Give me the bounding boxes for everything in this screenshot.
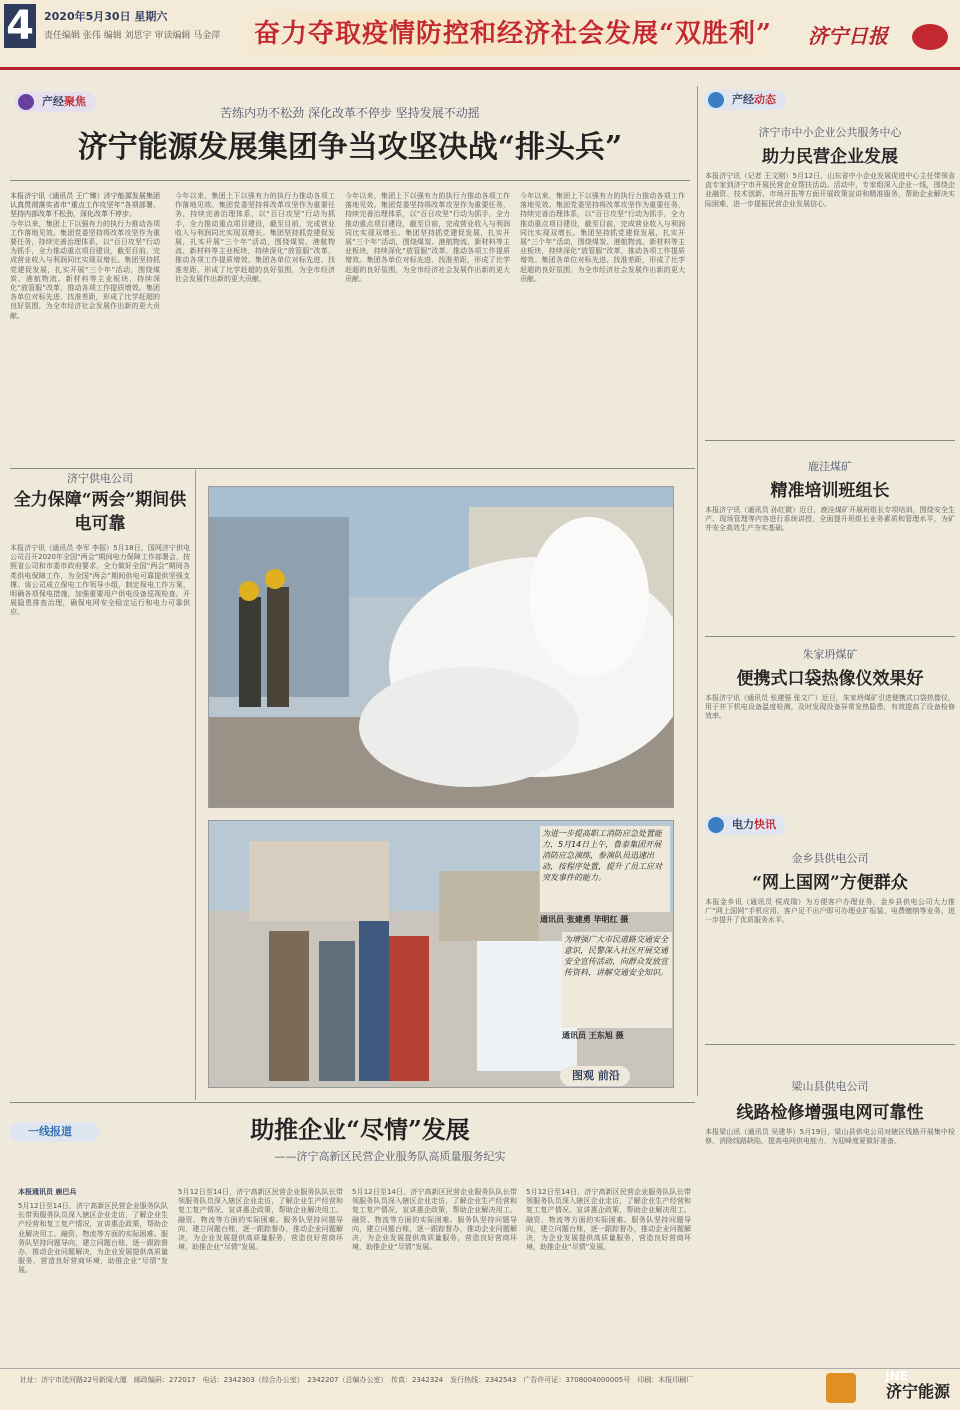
story-org: 济宁供电公司: [67, 472, 133, 485]
feature-headline: 助推企业“尽情”发展: [250, 1115, 470, 1144]
story-headline: 线路检修增强电网可靠性: [736, 1103, 924, 1123]
lead-col-4: 今年以来，集团上下以强有力的执行力推动各项工作落地见效。集团党委坚持将改革攻坚作为重要任务，持续完善治理体系，以“百日攻坚”行动为抓手，全力推动重点项目建设，截至目前，完成营业收入与利润同比实现双增长。集团坚持抓党建促发展，扎实开展“三个年”活动，围绕煤炭、港航物流、新材料等主业板块，持续深化“放管服”改革，推动各项工作提质增效。集团各单位对标先进、找准差距，形成了比学赶超的良好氛围，为全市经济社会发展作出新的更大贡献。: [520, 192, 685, 283]
lead-body: 今年以来，集团上下以强有力的执行力推动各项工作落地见效。集团党委坚持将改革攻坚作为重要任务，持续完善治理体系，以“百日攻坚”行动为抓手，全力推动重点项目建设，截至目前，完成营业收入与利润同比实现双增长。集团坚持抓党建促发展，扎实开展“三个年”活动，围绕煤炭、港航物流、新材料等主业板块，持续深化“放管服”改革，推动各项工作提质增效。集团各单位对标先进、找准差距，形成了比学赶超的良好氛围，为全市经济社会发展作出新的更大贡献。: [10, 219, 160, 320]
lead-col-2: 今年以来，集团上下以强有力的执行力推动各项工作落地见效。集团党委坚持将改革攻坚作为重要任务，持续完善治理体系，以“百日攻坚”行动为抓手，全力推动重点项目建设，截至目前，完成营业收入与利润同比实现双增长。集团坚持抓党建促发展，扎实开展“三个年”活动，围绕煤炭、港航物流、新材料等主业板块，持续深化“放管服”改革，推动各项工作提质增效。集团各单位对标先进、找准差距，形成了比学赶超的良好氛围，为全市经济社会发展作出新的更大贡献。: [175, 192, 335, 283]
story-org: 朱家坍煤矿: [802, 648, 858, 661]
divider: [705, 1044, 955, 1045]
page-number: 4: [4, 4, 36, 48]
photo-credit: 通讯员 王东旭 摄: [562, 1031, 624, 1040]
feature-col-1: 5月12日至14日，济宁高新区民营企业服务队队长带领服务队员深入辖区企业走访，了解企业生产经营和复工复产情况，宣讲惠企政策，帮助企业解决用工、融资、物流等方面的实际困难。服务队坚持问题导向，建立问题台账，逐一跟踪督办，推动企业问题解决，为企业发展提供高质量服务，营造良好营商环境，助推企业“尽情”发展。: [18, 1202, 168, 1275]
story-body: 本报金乡讯（通讯员 侯成瑞）为方便客户办理业务，金乡县供电公司大力推广“网上国网”手机应用，客户足不出户即可办理业扩报装、电费缴纳等业务，进一步提升了优质服务水平。: [705, 898, 955, 925]
photo-credit: 通讯员 张建勇 毕明红 摄: [540, 915, 629, 924]
footer-info: 社址：济宁市洸河路22号新闻大厦 邮政编码：272017 电话：2342303（综合办公室） 2342207（总编办公室） 传真：2342324 发行热线：2342543 广告许可证：3708004000005号 印刷：本报印刷厂: [20, 1376, 694, 1384]
story-headline: 精准培训班组长: [770, 481, 890, 501]
feature-col-2: 5月12日至14日，济宁高新区民营企业服务队队长带领服务队员深入辖区企业走访，了解企业生产经营和复工复产情况，宣讲惠企政策，帮助企业解决用工、融资、物流等方面的实际困难。服务队坚持问题导向，建立问题台账，逐一跟踪督办，推动企业问题解决，为企业发展提供高质量服务，营造良好营商环境，助推企业“尽情”发展。: [178, 1188, 343, 1252]
fire-drill-image: [209, 487, 674, 808]
photo-fire-drill: [208, 486, 674, 808]
jne-logo-icon: [826, 1373, 856, 1403]
story-org: 梁山县供电公司: [791, 1080, 869, 1093]
story-body: 本报梁山讯（通讯员 吴建华）5月19日，梁山县供电公司对辖区线路开展集中检修，消除线路缺陷，提高电网供电能力，为迎峰度夏做好准备。: [705, 1128, 955, 1146]
column-divider: [697, 86, 698, 1096]
story-org: 济宁市中小企业公共服务中心: [758, 126, 902, 139]
lead-col-3: 今年以来，集团上下以强有力的执行力推动各项工作落地见效。集团党委坚持将改革攻坚作为重要任务，持续完善治理体系，以“百日攻坚”行动为抓手，全力推动重点项目建设，截至目前，完成营业收入与利润同比实现双增长。集团坚持抓党建促发展，扎实开展“三个年”活动，围绕煤炭、港航物流、新材料等主业板块，持续深化“放管服”改革，推动各项工作提质增效。集团各单位对标先进、找准差距，形成了比学赶超的良好氛围，为全市经济社会发展作出新的更大贡献。: [345, 192, 510, 283]
story-body: 本报济宁讯（通讯员 孙红微）近日，鹿洼煤矿开展班组长专项培训，围绕安全生产、现场管理等内容进行系统讲授，全面提升班组长业务素质和管理水平，为矿井安全高效生产夯实基础。: [705, 506, 955, 533]
feature-byline: 本报通讯员 鹿巴兵: [18, 1188, 77, 1196]
watermark: 济宁能源: [885, 1382, 950, 1401]
divider: [10, 180, 690, 181]
newspaper-brand: 济宁日报: [808, 24, 888, 48]
story-headline: 全力保障“两会”期间供电可靠: [13, 490, 187, 534]
page-footer: [0, 1368, 960, 1410]
divider: [705, 636, 955, 637]
camera-icon: [18, 94, 34, 110]
brand-logo-icon: [912, 24, 948, 50]
divider: [10, 468, 695, 469]
watermark-mark: JNE: [885, 1369, 908, 1383]
photo-caption: 为进一步提高职工消防应急处置能力，5月14日上午，鲁泰集团开展消防应急演练，参演队员迅速出动，按程序处置，提升了员工应对突发事件的能力。: [540, 826, 670, 912]
section-tag-dynamics: 产经动态: [704, 90, 786, 110]
story-headline: “网上国网”方便群众: [752, 873, 908, 893]
section-tag-focus: 产经聚焦: [14, 92, 96, 112]
power-icon: [708, 817, 724, 833]
banner-slogan: 奋力夺取疫情防控和经济社会发展“双胜利”: [228, 12, 798, 56]
section-tag-frontline: 一线报道: [10, 1122, 100, 1142]
story-org: 鹿洼煤矿: [808, 460, 852, 473]
feature-subhead: ——济宁高新区民营企业服务队高质量服务纪实: [274, 1150, 506, 1163]
story-body: 本报济宁讯（通讯员 张建强 张文广）近日，朱家坍煤矿引进便携式口袋热像仪，用于井下机电设备温度检测，及时发现设备异常发热隐患，有效提高了设备检修效率。: [705, 694, 955, 721]
divider: [705, 440, 955, 441]
story-headline: 助力民营企业发展: [762, 147, 898, 167]
photo-caption: 为增强广大市民道路交通安全意识，民警深入社区开展交通安全宣传活动，向群众发放宣传资料，讲解交通安全知识。: [562, 932, 672, 1028]
story-headline: 便携式口袋热像仪效果好: [736, 669, 924, 689]
section-tag-power: 电力快讯: [704, 815, 786, 835]
editor-line: 责任编辑 张伟 编辑 刘思宇 审读编辑 马金萍: [44, 31, 221, 41]
story-org: 金乡县供电公司: [791, 852, 869, 865]
issue-date: 2020年5月30日 星期六: [44, 10, 168, 23]
feature-col-4: 5月12日至14日，济宁高新区民营企业服务队队长带领服务队员深入辖区企业走访，了解企业生产经营和复工复产情况，宣讲惠企政策，帮助企业解决用工、融资、物流等方面的实际困难。服务队坚持问题导向，建立问题台账，逐一跟踪督办，推动企业问题解决，为企业发展提供高质量服务，营造良好营商环境，助推企业“尽情”发展。: [526, 1188, 691, 1252]
lead-col-1: 本报济宁讯（通讯员 王广臻）济宁能源发展集团认真贯彻落实省市“重点工作攻坚年”各项部署，坚持内部改革不松劲，深化改革不停步。 今年以来，集团上下以强有力的执行力推动各项工作落地见效。集团党委坚持将改革攻坚作为重要任务，持续完善治理体系，以“百日攻坚”行动为抓手，全力推动重点项目建设，截至目前，完成营业收入与利润同比实现双增长。集团坚持抓党建促发展，扎实开展“三个年”活动，围绕煤炭、港航物流、新材料等主业板块，持续深化“放管服”改革，推动各项工作提质增效。集团各单位对标先进、找准差距，形成了比学赶超的良好氛围，为全市经济社会发展作出新的更大贡献。: [10, 192, 160, 320]
lead-kicker: 苦练内功不松劲 深化改革不停步 坚持发展不动摇: [220, 106, 480, 120]
divider: [10, 1102, 695, 1103]
feature-col-3: 5月12日至14日，济宁高新区民营企业服务队队长带领服务队员深入辖区企业走访，了解企业生产经营和复工复产情况，宣讲惠企政策，帮助企业解决用工、融资、物流等方面的实际困难。服务队坚持问题导向，建立问题台账，逐一跟踪督办，推动企业问题解决，为企业发展提供高质量服务，营造良好营商环境，助推企业“尽情”发展。: [352, 1188, 517, 1252]
story-body: 本报济宁讯（记者 王文刚）5月12日，山东省中小企业发展促进中心主任带领省直专家到济宁市开展民营企业帮扶活动。活动中，专家组深入企业一线，围绕企业融资、技术创新、市场开拓等方面开展政策宣讲和精准服务，帮助企业解决实际困难，进一步提振民营企业发展信心。: [705, 172, 955, 208]
masthead: [0, 0, 960, 70]
story-body: 本报济宁讯（通讯员 李军 李振）5月18日，国网济宁供电公司召开2020年全国“两会”期间电力保障工作部署会，按照省公司和市委市政府要求，全力做好全国“两会”期间各类供电保障工作，为全国“两会”期间供电可靠提供坚强支撑。该公司成立保电工作领导小组，制定保电工作方案，明确各项保电措施，加强重要用户供电设备巡视检查，开展隐患排查治理，确保电网安全稳定运行和电力可靠供应。: [10, 544, 190, 617]
section-tag-photo: 图观 前沿: [560, 1066, 630, 1086]
lead-headline: 济宁能源发展集团争当攻坚决战“排头兵”: [77, 130, 623, 165]
news-icon: [708, 92, 724, 108]
column-divider: [195, 470, 196, 1100]
